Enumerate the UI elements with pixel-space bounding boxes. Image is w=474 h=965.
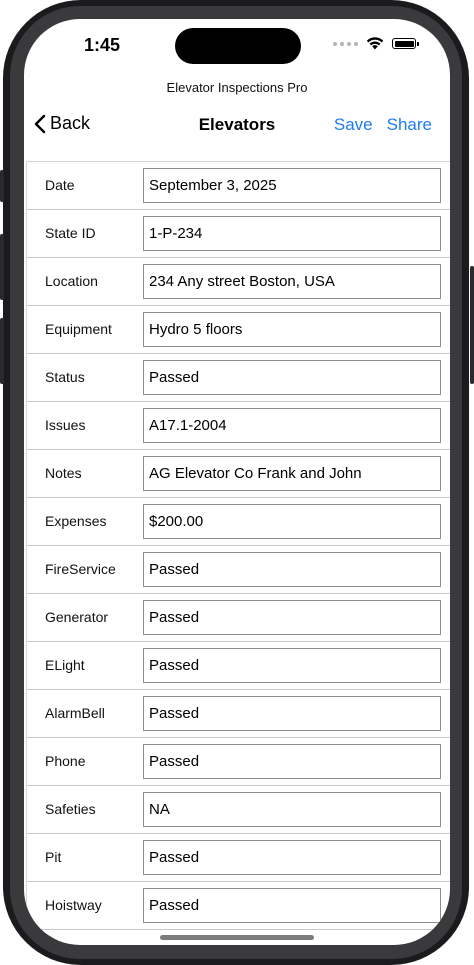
form-row-phone <box>27 738 450 786</box>
volume-down-button <box>0 318 4 384</box>
chevron-left-icon <box>34 114 46 134</box>
field-label: Generator <box>45 609 109 625</box>
field-label: Date <box>45 177 75 193</box>
field-label: Safeties <box>45 801 96 817</box>
field-label: Pit <box>45 849 62 865</box>
page-title: Elevators <box>198 115 276 134</box>
action-button <box>0 170 4 202</box>
inspection-form <box>26 161 450 930</box>
dynamic-island <box>175 28 301 64</box>
field-label: Location <box>45 273 98 289</box>
location-field[interactable] <box>143 264 441 299</box>
form-row-issues <box>27 402 450 450</box>
wifi-icon <box>366 37 384 50</box>
form-row-alarmbell <box>27 690 450 738</box>
elight-field[interactable] <box>143 648 441 683</box>
field-label: AlarmBell <box>45 705 105 721</box>
safeties-field[interactable] <box>143 792 441 827</box>
alarmbell-field[interactable] <box>143 696 441 731</box>
status-time: 1:45 <box>84 35 121 55</box>
field-label: Issues <box>45 417 86 433</box>
status-field[interactable] <box>143 360 441 395</box>
hoistway-field[interactable] <box>143 888 441 923</box>
date-field[interactable] <box>143 168 441 203</box>
field-label: State ID <box>45 225 96 241</box>
field-label: FireService <box>45 561 116 577</box>
state-id-field[interactable] <box>143 216 441 251</box>
form-row-state-id <box>27 210 450 258</box>
form-row-notes <box>27 450 450 498</box>
form-row-elight <box>27 642 450 690</box>
field-label: Notes <box>45 465 82 481</box>
field-label: Expenses <box>45 513 107 529</box>
power-button <box>470 266 474 384</box>
app-title: Elevator Inspections Pro <box>166 80 308 95</box>
pit-field[interactable] <box>143 840 441 875</box>
nav-actions <box>334 115 432 135</box>
field-label: Equipment <box>45 321 112 337</box>
form-row-status <box>27 354 450 402</box>
form-row-pit <box>27 834 450 882</box>
screen <box>24 19 450 945</box>
notes-field[interactable] <box>143 456 441 491</box>
form-row-equipment <box>27 306 450 354</box>
form-row-generator <box>27 594 450 642</box>
field-label: Status <box>45 369 85 385</box>
volume-up-button <box>0 234 4 300</box>
expenses-field[interactable] <box>143 504 441 539</box>
field-label: Phone <box>45 753 86 769</box>
save-button[interactable]: Save <box>333 115 373 134</box>
issues-field[interactable] <box>143 408 441 443</box>
cellular-dots-icon <box>333 42 358 46</box>
generator-field[interactable] <box>143 600 441 635</box>
home-indicator[interactable] <box>160 935 314 940</box>
battery-icon <box>392 38 416 49</box>
back-label: Back <box>50 113 91 133</box>
navigation-bar <box>24 113 450 139</box>
equipment-field[interactable] <box>143 312 441 347</box>
form-row-hoistway <box>27 882 450 930</box>
field-label: ELight <box>45 657 85 673</box>
form-row-fireservice <box>27 546 450 594</box>
field-label: Hoistway <box>45 897 102 913</box>
form-row-expenses <box>27 498 450 546</box>
phone-field[interactable] <box>143 744 441 779</box>
share-button[interactable]: Share <box>386 115 432 134</box>
fireservice-field[interactable] <box>143 552 441 587</box>
form-row-safeties <box>27 786 450 834</box>
back-button[interactable] <box>34 113 90 134</box>
status-indicators <box>333 37 416 50</box>
form-row-date <box>27 162 450 210</box>
form-row-location <box>27 258 450 306</box>
